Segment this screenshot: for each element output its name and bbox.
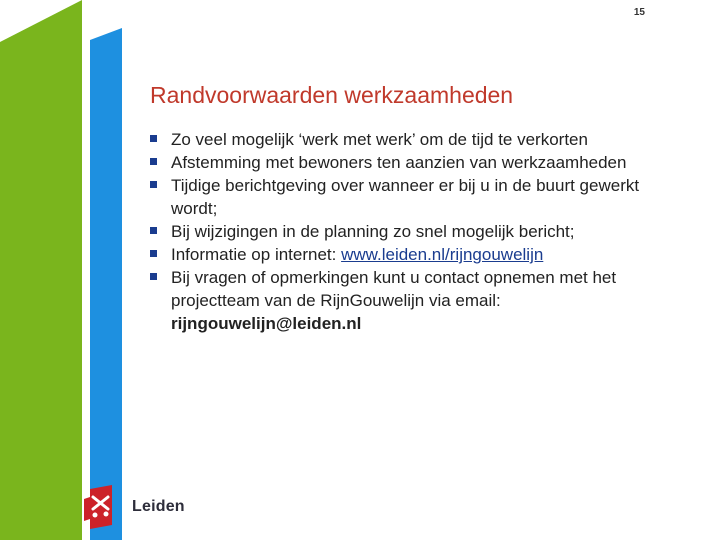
bullet-square-icon	[150, 250, 157, 257]
list-item	[150, 220, 670, 243]
list-item	[150, 243, 670, 266]
bullet-square-icon	[150, 181, 157, 188]
city-shield-icon	[82, 485, 122, 529]
bullet-square-icon	[150, 158, 157, 165]
page-number: 15	[633, 7, 645, 18]
website-link[interactable]: www.leiden.nl/rijngouwelijn	[341, 245, 544, 264]
bullet-text: Bij wijzigingen in de planning zo snel mogelijk bericht;	[171, 222, 575, 241]
decorative-shapes	[0, 0, 140, 540]
leiden-logo	[82, 484, 185, 530]
blue-band	[90, 28, 122, 540]
page-title: Randvoorwaarden werkzaamheden	[150, 82, 514, 108]
list-item	[150, 266, 670, 335]
green-band	[0, 0, 82, 540]
list-item	[150, 128, 670, 151]
bullet-list	[150, 128, 670, 335]
bullet-square-icon	[150, 273, 157, 280]
list-item	[150, 151, 670, 174]
bullet-square-icon	[150, 227, 157, 234]
bullet-text: Tijdige berichtgeving over wanneer er bij u in de buurt gewerkt wordt;	[171, 176, 640, 218]
contact-email[interactable]: rijngouwelijn@leiden.nl	[171, 314, 362, 333]
logo-text: Leiden	[132, 498, 185, 515]
bullet-text: Zo veel mogelijk ‘werk met werk’ om de tijd te verkorten	[171, 130, 588, 149]
bullet-text: Afstemming met bewoners ten aanzien van werkzaamheden	[171, 153, 627, 172]
info-prefix: Informatie op internet:	[171, 245, 342, 264]
bullet-square-icon	[150, 135, 157, 142]
list-item	[150, 174, 670, 220]
contact-text: Bij vragen of opmerkingen kunt u contact opnemen met het projectteam van de RijnGouwelijn via email:	[171, 268, 617, 310]
